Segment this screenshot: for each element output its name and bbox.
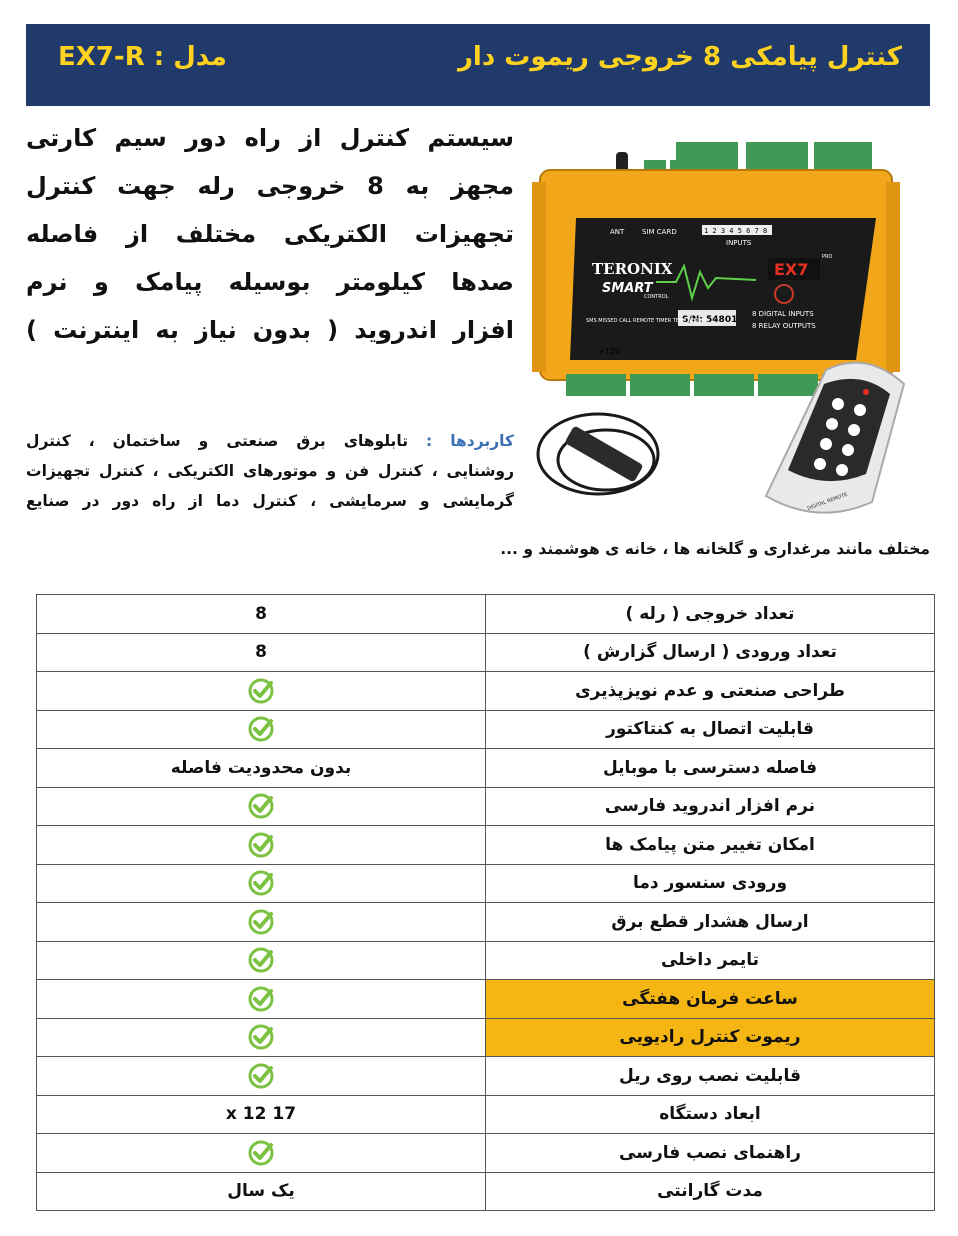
table-row: [37, 749, 935, 788]
spec-value: [37, 1018, 486, 1057]
intro-line: افزار اندروید ( بدون نیاز به اینترنت ): [26, 316, 514, 344]
table-row: [37, 595, 935, 634]
spec-table: [36, 594, 935, 1211]
brand-name: TERONIX: [592, 260, 673, 278]
table-row: [37, 941, 935, 980]
check-icon: [247, 831, 275, 859]
table-row: [37, 710, 935, 749]
intro-line: سیستم کنترل از راه دور سیم کارتی: [26, 124, 514, 152]
power-label: +12V: [598, 347, 621, 356]
spec-value: [37, 1134, 486, 1173]
inputs-label: INPUTS: [726, 239, 752, 247]
table-row: [37, 1018, 935, 1057]
check-icon: [247, 1023, 275, 1051]
table-row: [37, 903, 935, 942]
intro-line: مجهز به 8 خروجی رله جهت کنترل: [26, 172, 514, 200]
applications-text: تابلوهای برق صنعتی و ساختمان ، کنترل: [26, 432, 409, 450]
spec-value: 8: [37, 595, 486, 634]
pro-label: PRO: [822, 254, 833, 260]
check-icon: [247, 677, 275, 705]
spec-feature: ارسال هشدار قطع برق: [485, 903, 934, 942]
sub-brand: SMART: [602, 281, 653, 296]
ant-label: ANT: [610, 228, 625, 236]
check-icon: [247, 715, 275, 743]
spec-feature: تعداد خروجی ( رله ): [485, 595, 934, 634]
table-row: [37, 1172, 935, 1211]
spec-feature: قابلیت اتصال به کنتاکتور: [485, 710, 934, 749]
check-icon: [247, 792, 275, 820]
check-icon: [247, 1062, 275, 1090]
check-icon: [247, 869, 275, 897]
applications-line: مختلف مانند مرغداری و گلخانه ها ، خانه ی هوشمند و ...: [500, 540, 930, 558]
sub-brand-small: CONTROL: [644, 294, 669, 300]
spec-value: [37, 864, 486, 903]
spec-feature: امکان تغییر متن پیامک ها: [485, 826, 934, 865]
spec-value: [37, 710, 486, 749]
applications-label: کاربردها :: [426, 432, 514, 450]
applications-line: روشنایی ، کنترل فن و موتورهای الکتریکی ، کنترل تجهیزات: [26, 462, 514, 480]
page-title: کنترل پیامکی 8 خروجی ریموت دار: [457, 42, 902, 72]
applications-line: گرمایشی و سرمایشی ، کنترل دما از راه دور در صنایع: [26, 492, 514, 510]
spec-value: یک سال: [37, 1172, 486, 1211]
spec-feature: ابعاد دستگاه: [485, 1095, 934, 1134]
check-icon: [247, 946, 275, 974]
title-banner: [26, 24, 930, 106]
spec-value: [37, 941, 486, 980]
intro-paragraph: [26, 114, 514, 354]
input-numbers: 1 2 3 4 5 6 7 8: [704, 227, 768, 235]
spec-value: [37, 826, 486, 865]
spec-feature: تایمر داخلی: [485, 941, 934, 980]
spec-feature: طراحی صنعتی و عدم نویزپذیری: [485, 672, 934, 711]
table-row: [37, 1134, 935, 1173]
intro-line: صدها کیلومتر بوسیله پیامک و نرم: [26, 268, 514, 296]
table-row: [37, 1057, 935, 1096]
spec-feature: راهنمای نصب فارسی: [485, 1134, 934, 1173]
applications-paragraph: [26, 426, 514, 516]
feature-list: SMS MISSED CALL REMOTE TIMER TEMP SENSOR: [586, 318, 709, 324]
spec-feature: ساعت فرمان هفتگی: [485, 980, 934, 1019]
spec-feature: فاصله دسترسی با موبایل: [485, 749, 934, 788]
applications-line: [26, 426, 514, 456]
digital-inputs-label: 8 DIGITAL INPUTS: [752, 310, 814, 318]
product-image: [526, 122, 938, 532]
spec-value: [37, 903, 486, 942]
model-badge-text: EX7: [774, 260, 809, 279]
spec-value: [37, 1057, 486, 1096]
table-row: [37, 672, 935, 711]
spec-value: 8: [37, 633, 486, 672]
sim-label: SIM CARD: [642, 228, 677, 236]
spec-feature: تعداد ورودی ( ارسال گزارش ): [485, 633, 934, 672]
check-icon: [247, 908, 275, 936]
check-icon: [247, 985, 275, 1013]
remote-label: DIGITAL REMOTE: [806, 491, 849, 512]
serial-number: S/N: 54801: [682, 315, 738, 325]
spec-feature: ورودی سنسور دما: [485, 864, 934, 903]
spec-value: [37, 787, 486, 826]
spec-value: [37, 672, 486, 711]
model-label: مدل : EX7-R: [58, 42, 227, 72]
table-row: [37, 633, 935, 672]
spec-feature: ریموت کنترل رادیویی: [485, 1018, 934, 1057]
table-row: [37, 826, 935, 865]
spec-feature: قابلیت نصب روی ریل: [485, 1057, 934, 1096]
spec-value: بدون محدودیت فاصله: [37, 749, 486, 788]
spec-value: 17 x 12: [37, 1095, 486, 1134]
table-row: [37, 864, 935, 903]
spec-feature: مدت گارانتی: [485, 1172, 934, 1211]
spec-feature: نرم افزار اندروید فارسی: [485, 787, 934, 826]
check-icon: [247, 1139, 275, 1167]
table-row: [37, 1095, 935, 1134]
intro-line: تجهیزات الکتریکی مختلف از فاصله: [26, 220, 514, 248]
table-row: [37, 980, 935, 1019]
spec-value: [37, 980, 486, 1019]
relay-outputs-label: 8 RELAY OUTPUTS: [752, 322, 816, 330]
table-row: [37, 787, 935, 826]
